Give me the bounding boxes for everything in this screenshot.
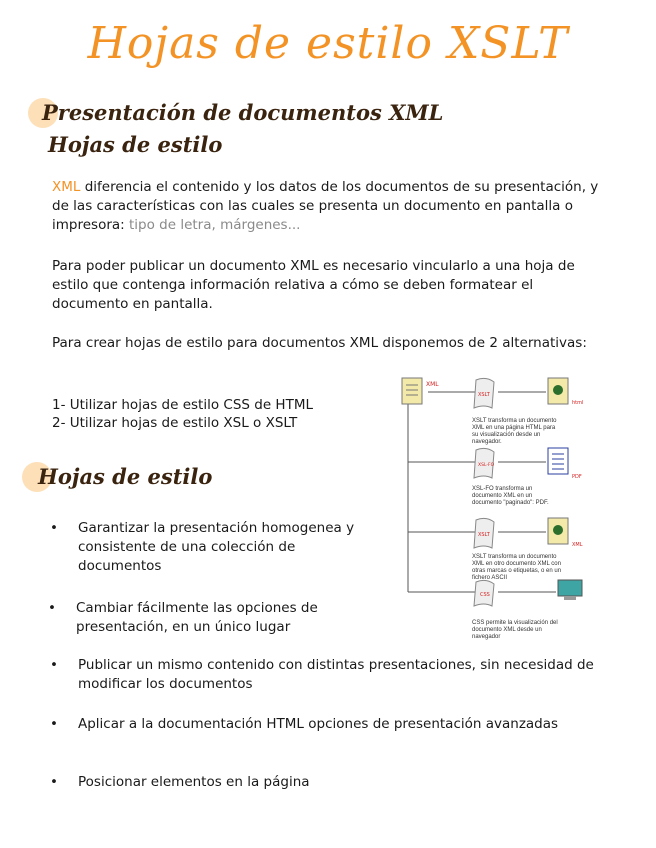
label-xml2: XML	[572, 542, 583, 548]
list-item	[48, 599, 376, 637]
list-item-text: Publicar un mismo contenido con distintas presentaciones, sin necesidad de modificar los documentos	[78, 657, 594, 692]
label-xslt2: XSLT	[478, 532, 490, 538]
html-output-icon	[548, 378, 568, 404]
xml-source-doc-icon	[402, 378, 422, 404]
diagram-svg	[398, 372, 598, 642]
bullet-icon: •	[50, 657, 58, 673]
page-title: Hojas de estilo XSLT	[87, 18, 569, 69]
xslt-transform-diagram	[398, 372, 598, 642]
list-item-text: Cambiar fácilmente las opciones de presentación, en un único lugar	[76, 600, 318, 635]
label-xslfo: XSL-FO	[478, 463, 495, 468]
section1-heading-line2: Hojas de estilo	[48, 132, 223, 157]
xml-highlight: XML	[52, 179, 81, 195]
section2-heading: Hojas de estilo	[38, 464, 213, 489]
monitor-icon	[558, 580, 582, 600]
list-item-text: Garantizar la presentación homogenea y consistente de una colección de documentos	[78, 520, 355, 574]
paragraph-3: Para crear hojas de estilo para documentos XML disponemos de 2 alternativas:	[52, 335, 587, 351]
paragraph-1	[52, 178, 600, 235]
list-item	[50, 519, 368, 576]
bullet-icon: •	[50, 520, 58, 536]
pdf-output-icon	[548, 448, 568, 474]
caption-2: XSL-FO transforma un documento XML en un documento "paginado": PDF.	[472, 486, 549, 506]
label-xslt: XSLT	[478, 392, 490, 398]
list-item	[50, 656, 608, 694]
alternative-2: 2- Utilizar hojas de estilo XSL o XSLT	[52, 415, 298, 431]
bullet-icon: •	[50, 774, 58, 790]
list-item-text: Posicionar elementos en la página	[78, 774, 310, 790]
paragraph-2: Para poder publicar un documento XML es necesario vincularlo a una hoja de estilo que contenga información relativa a cómo se deben formatear el documento en pantalla.	[52, 258, 575, 312]
label-css: CSS	[480, 592, 490, 598]
list-item-text: Aplicar a la documentación HTML opciones de presentación avanzadas	[78, 716, 559, 732]
bullet-icon: •	[48, 600, 56, 616]
xml-output-icon	[548, 518, 568, 544]
caption-1: XSLT transforma un documento XML en una página HTML para su visualización desde un navegador.	[472, 418, 557, 445]
caption-3: XSLT transforma un documento XML en otro documento XML con otras marcas o etiquetas, o en un fichero ASCII	[472, 554, 562, 581]
paragraph-1-examples: tipo de letra, márgenes...	[129, 217, 301, 233]
section1-heading-line1: Presentación de documentos XML	[42, 100, 444, 125]
label-pdf: PDF	[572, 474, 582, 480]
bullet-icon: •	[50, 716, 58, 732]
label-xml: XML	[426, 381, 439, 388]
label-html: html	[572, 400, 584, 406]
list-item	[50, 715, 578, 734]
alternative-1: 1- Utilizar hojas de estilo CSS de HTML	[52, 397, 313, 413]
paragraph-1-text: diferencia el contenido y los datos de los documentos de su presentación, y de las características con las cuales se presenta un documento en pantalla o impresora:	[52, 179, 599, 233]
list-item	[50, 773, 578, 792]
caption-4: CSS permite la visualización del documento XML desde un navegador	[472, 620, 558, 640]
